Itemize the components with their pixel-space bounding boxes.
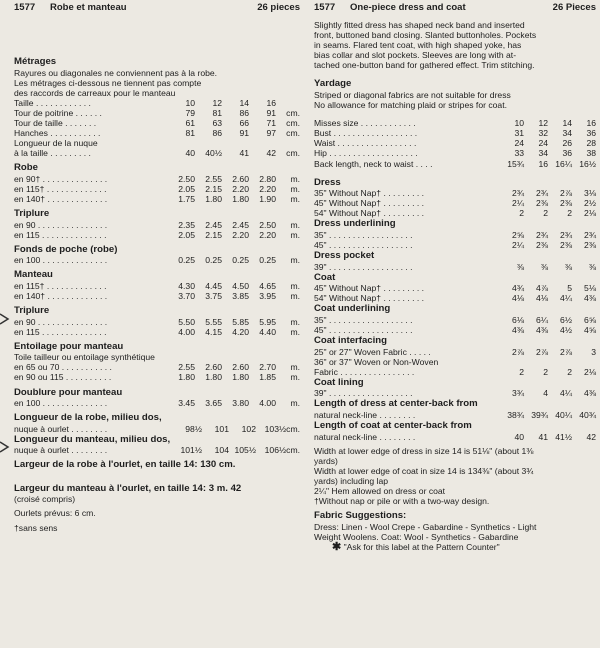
header-title: One-piece dress and coat: [350, 2, 466, 13]
section-title: Longueur de la robe, milieu dos,: [14, 412, 162, 424]
yardage-row: en 90† . . . . . . . . . . . . . . 2.50 2.55 2.60 2.80 m.: [14, 173, 300, 184]
section-title: Triplure: [14, 305, 50, 317]
pattern-number: 1577: [14, 2, 36, 13]
yardage-row: 39" . . . . . . . . . . . . . . . . . . ⅜ ⅜ ⅜ ⅜: [314, 261, 596, 272]
asterisk-icon: ✱: [332, 540, 342, 553]
description-line: front, buttoned band closing. Slanted buttonholes. Pockets: [314, 30, 537, 41]
description-line: Slightly fitted dress has shaped neck band and inserted: [314, 20, 525, 30]
fabric-line: Weight Woolens. Coat: Wool - Synthetics - Gabardine: [314, 531, 519, 542]
yardage-row: 45" . . . . . . . . . . . . . . . . . . 2¼ 2⅜ 2⅜ 2⅜: [314, 240, 596, 250]
yardage-row: 54" Without Nap† . . . . . . . . . 2 2 2 2⅛: [314, 208, 596, 219]
yardage-row: 54" Without Nap† . . . . . . . . . 4⅛ 4⅛ 4¼ 4⅜: [314, 293, 596, 304]
length-row: natural neck-line . . . . . . . . 38¾ 39¾ 40¼ 40¾: [314, 409, 596, 420]
size-row: Tour de taille . . . . . . . 61 63 66 71 cm.: [14, 117, 300, 128]
size-row: Back length, neck to waist . . . . 15¾ 16 16¼ 16½: [314, 158, 596, 169]
yardage-row: en 65 ou 70 . . . . . . . . . . . 2.55 2.60 2.60 2.70 m.: [14, 362, 300, 373]
counter-note: [314, 542, 596, 552]
yardage-row: 39" . . . . . . . . . . . . . . . . . . 3¾ 4 4¼ 4⅜: [314, 388, 596, 399]
pattern-number: 1577: [314, 2, 336, 13]
yardage-row: en 140† . . . . . . . . . . . . . 1.75 1.80 1.80 1.90 m.: [14, 194, 300, 205]
section-title: Dress pocket: [314, 250, 375, 262]
description-line: bias collar and slot pockets. Sleeves are long with at-: [314, 50, 517, 61]
header-title: Robe et manteau: [50, 2, 127, 13]
intro-line: Rayures ou diagonales ne conviennent pas à la robe.: [14, 67, 218, 78]
size-row: Bust . . . . . . . . . . . . . . . . . . 31 32 34 36: [314, 128, 596, 139]
size-row: à la taille . . . . . . . . . 40 40½ 41 42 cm.: [14, 148, 300, 159]
fabric-title: Fabric Suggestions:: [314, 510, 407, 522]
yardage-row: en 115 . . . . . . . . . . . . . . 4.00 4.15 4.20 4.40 m.: [14, 326, 300, 337]
english-column: [314, 2, 596, 552]
intro-line: Les métrages ci-dessous ne tiennent pas compte: [14, 77, 202, 88]
section-title: Dress: [314, 176, 341, 188]
english-header: [314, 2, 596, 14]
yardage-row: 45" Without Nap† . . . . . . . . . 4¾ 4⅞ 5 5⅛: [314, 283, 596, 294]
intro-line: des raccords de carreaux pour le manteau: [14, 87, 176, 98]
section-title: Entoilage pour manteau: [14, 340, 124, 352]
section-subtitle: Toile tailleur ou entoilage synthétique: [14, 352, 155, 363]
size-row: Hanches . . . . . . . . . . . 81 86 91 97 cm.: [14, 128, 300, 139]
largeur-manteau-note: (croisé compris): [14, 494, 76, 505]
size-row: Taille . . . . . . . . . . . . 10 12 14 16: [14, 97, 276, 108]
section-title: Coat: [314, 271, 336, 283]
section-title: Coat interfacing: [314, 335, 388, 347]
ourlets-note: Ourlets prévus: 6 cm.: [14, 508, 96, 519]
edge-mark: [0, 312, 10, 326]
size-row: Hip . . . . . . . . . . . . . . . . . . . 33 34 36 38: [314, 148, 596, 159]
yardage-row: 35" . . . . . . . . . . . . . . . . . . 6⅛ 6¼ 6½ 6⅝: [314, 314, 596, 325]
width-coat-note: yards) including lap: [314, 475, 389, 486]
yardage-row: 45" . . . . . . . . . . . . . . . . . . 4⅜ 4⅜ 4½ 4⅝: [314, 324, 596, 335]
yardage-row: en 115† . . . . . . . . . . . . . 4.30 4.45 4.50 4.65 m.: [14, 280, 300, 291]
largeur-manteau: Largeur du manteau à l'ourlet, en taille 14: 3 m. 42: [14, 482, 242, 494]
size-row: Misses size . . . . . . . . . . . . 10 12 14 16: [314, 118, 596, 129]
yardage-note: Striped or diagonal fabrics are not suitable for dress: [314, 89, 511, 100]
yardage-row: en 115† . . . . . . . . . . . . . 2.05 2.15 2.20 2.20 m.: [14, 183, 300, 194]
size-row: Tour de poitrine . . . . . . 79 81 86 91 cm.: [14, 107, 300, 118]
yardage-row: en 90 . . . . . . . . . . . . . . . 5.50 5.55 5.85 5.95 m.: [14, 316, 300, 327]
largeur-robe: Largeur de la robe à l'ourlet, en taille 14: 130 cm.: [14, 459, 236, 471]
yardage-row: 25" or 27" Woven Fabric . . . . . 2⅞ 2⅞ 2⅞ 3: [314, 346, 596, 357]
width-dress-note: yards): [314, 455, 338, 466]
hem-note: 2¼" Hem allowed on dress or coat: [314, 486, 446, 496]
yardage-row: en 90 ou 115 . . . . . . . . . . 1.80 1.80 1.80 1.85 m.: [14, 372, 300, 383]
yardage-row: 35" Without Nap† . . . . . . . . . 2¾ 2¾ 2⅞ 3⅛: [314, 188, 596, 199]
section-subtitle: 36" or 37" Woven or Non-Woven: [314, 356, 439, 367]
yardage-row: en 100 . . . . . . . . . . . . . . 3.45 3.65 3.80 4.00 m.: [14, 398, 300, 409]
section-title: Length of dress at center-back from: [314, 398, 478, 410]
section-title: Dress underlining: [314, 218, 396, 230]
length-row: nuque à ourlet . . . . . . . . 98½ 101 102 103½cm.: [14, 423, 300, 434]
header-pieces: 26 Pieces: [552, 2, 596, 13]
yardage-row: en 90 . . . . . . . . . . . . . . . 2.35 2.45 2.45 2.50 m.: [14, 219, 300, 230]
yardage-title: Yardage: [314, 78, 352, 90]
yardage-row: 45" Without Nap† . . . . . . . . . 2¼ 2⅜ 2⅜ 2½: [314, 198, 596, 209]
counter-text: "Ask for this label at the Pattern Counter": [343, 541, 500, 552]
section-title: Coat lining: [314, 376, 364, 388]
description-line: tached one-button band for gathered effect. Trim stitching.: [314, 60, 535, 71]
length-row: natural neck-line . . . . . . . . 40 41 41½ 42: [314, 431, 596, 442]
length-row: nuque à ourlet . . . . . . . . 101½ 104 105½ 106½cm.: [14, 445, 300, 456]
yardage-row: en 115 . . . . . . . . . . . . . . 2.05 2.15 2.20 2.20 m.: [14, 229, 300, 240]
french-header: [14, 2, 300, 14]
header-pieces: 26 pieces: [257, 2, 300, 13]
fabric-line: Dress: Linen - Wool Crepe - Gabardine - Synthetics - Light: [314, 521, 537, 532]
without-nap-note: †Without nap or pile or with a two-way design.: [314, 496, 490, 507]
metrages-title: Métrages: [14, 56, 57, 67]
section-title: Fonds de poche (robe): [14, 243, 118, 255]
nuque-label: Longueur de la nuque: [14, 138, 98, 149]
french-column: [14, 2, 300, 533]
section-title: Manteau: [14, 269, 53, 281]
size-row: Waist . . . . . . . . . . . . . . . . . 24 24 26 28: [314, 138, 596, 149]
yardage-row: en 100 . . . . . . . . . . . . . . 0.25 0.25 0.25 0.25 m.: [14, 255, 300, 266]
yardage-row: Fabric . . . . . . . . . . . . . . . . 2 2 2 2⅛: [314, 366, 596, 377]
section-title: Coat underlining: [314, 303, 391, 315]
section-title: Longueur du manteau, milieu dos,: [14, 433, 171, 445]
yardage-row: en 140† . . . . . . . . . . . . . 3.70 3.75 3.85 3.95 m.: [14, 291, 300, 301]
section-title: Triplure: [14, 208, 50, 220]
section-title: Doublure pour manteau: [14, 386, 123, 398]
section-title: Robe: [14, 162, 38, 174]
section-title: Length of coat at center-back from: [314, 420, 472, 432]
width-dress-note: Width at lower edge of dress in size 14 is 51⅛" (about 1⅜: [314, 445, 534, 456]
edge-mark: [0, 440, 10, 454]
yardage-row: 35" . . . . . . . . . . . . . . . . . . 2⅝ 2¾ 2¾ 2¾: [314, 229, 596, 240]
description-line: in seams. Flared tent coat, with high shaped yoke, has: [314, 40, 522, 51]
sans-sens-note: †sans sens: [14, 522, 58, 533]
yardage-note: No allowance for matching plaid or stripes for coat.: [314, 100, 507, 111]
width-coat-note: Width at lower edge of coat in size 14 is 134⅜" (about 3¾: [314, 465, 534, 476]
